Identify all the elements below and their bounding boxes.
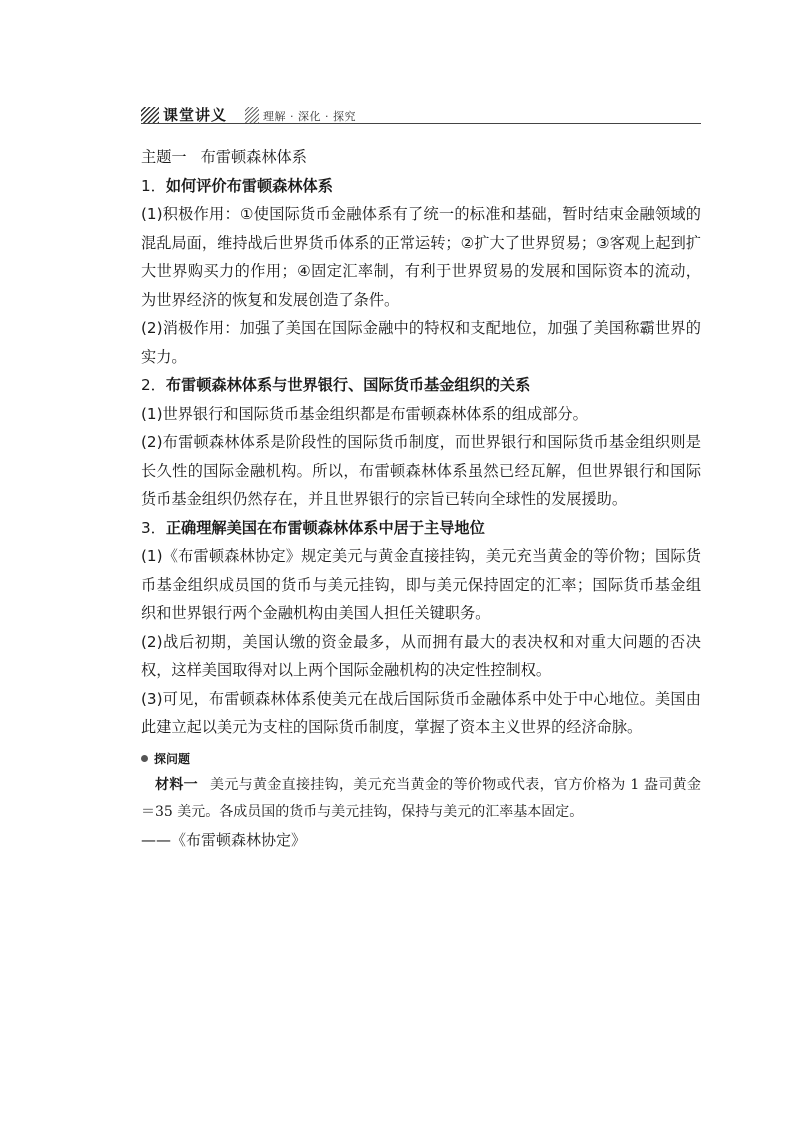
paragraph: (1)《布雷顿森林协定》规定美元与黄金直接挂钩，美元充当黄金的等价物；国际货币基金组织成员国的货币与美元挂钩，即与美元保持固定的汇率；国际货币基金组织和世界银行两个金融机构由美国人担任关键职务。 bbox=[141, 547, 701, 622]
material-text: 美元与黄金直接挂钩，美元充当黄金的等价物或代表，官方价格为 1 盎司黄金＝35 美元。各成员国的货币与美元挂钩，保持与美元的汇率基本固定。 bbox=[141, 776, 702, 820]
section-heading bbox=[141, 514, 701, 543]
material-label: 材料一 bbox=[155, 776, 198, 793]
section-heading-text: 布雷顿森林体系与世界银行、国际货币基金组织的关系 bbox=[165, 376, 531, 394]
topic-title bbox=[141, 143, 701, 172]
section-heading-text: 如何评价布雷顿森林体系 bbox=[165, 176, 333, 195]
document-body bbox=[141, 143, 701, 854]
material-source: ——《布雷顿森林协定》 bbox=[141, 830, 307, 849]
paragraph: (2)布雷顿森林体系是阶段性的国际货币制度，而世界银行和国际货币基金组织则是长久性的国际金融机构。所以，布雷顿森林体系虽然已经瓦解，但世界银行和国际货币基金组织仍然存在，并且世界银行的宗旨已转向全球性的发展援助。 bbox=[141, 433, 701, 508]
section-number: 3． bbox=[141, 518, 166, 537]
section-heading bbox=[141, 371, 701, 400]
material-quote bbox=[141, 772, 701, 826]
section-heading-text: 正确理解美国在布雷顿森林体系中居于主导地位 bbox=[165, 518, 485, 537]
probe-heading bbox=[141, 746, 701, 772]
paragraph: (1)积极作用：①使国际货币金融体系有了统一的标准和基础，暂时结束金融领域的混乱局面，维持战后世界货币体系的正常运转；②扩大了世界贸易；③客观上起到扩大世界购买力的作用；④固定汇率制，有利于世界贸易的发展和国际资本的流动，为世界经济的恢复和发展创造了条件。 bbox=[141, 205, 701, 309]
section-number: 2． bbox=[141, 376, 166, 394]
section-heading bbox=[141, 172, 701, 201]
topic-name: 布雷顿森林体系 bbox=[200, 148, 307, 166]
paragraph: (2)消极作用：加强了美国在国际金融中的特权和支配地位，加强了美国称霸世界的实力。 bbox=[141, 319, 701, 366]
paragraph: (2)战后初期，美国认缴的资金最多，从而拥有最大的表决权和对重大问题的否决权，这样美国取得对以上两个国际金融机构的决定性控制权。 bbox=[141, 632, 701, 679]
section-number: 1． bbox=[141, 176, 166, 195]
header-divider bbox=[141, 123, 701, 124]
probe-title: 探问题 bbox=[154, 751, 191, 766]
bullet-dot-icon bbox=[141, 755, 148, 762]
header-subtitle: 理解 · 深化 · 探究 bbox=[263, 110, 356, 123]
hatch-decoration-icon bbox=[141, 107, 159, 123]
header-title: 课堂讲义 bbox=[163, 106, 228, 124]
paragraph: (1)世界银行和国际货币基金组织都是布雷顿森林体系的组成部分。 bbox=[141, 404, 588, 423]
topic-label: 主题一 bbox=[141, 148, 187, 166]
section-header bbox=[141, 104, 701, 126]
paragraph: (3)可见，布雷顿森林体系使美元在战后国际货币金融体系中处于中心地位。美国由此建立起以美元为支柱的国际货币制度，掌握了资本主义世界的经济命脉。 bbox=[141, 689, 701, 736]
hatch-decoration-icon bbox=[245, 107, 259, 123]
